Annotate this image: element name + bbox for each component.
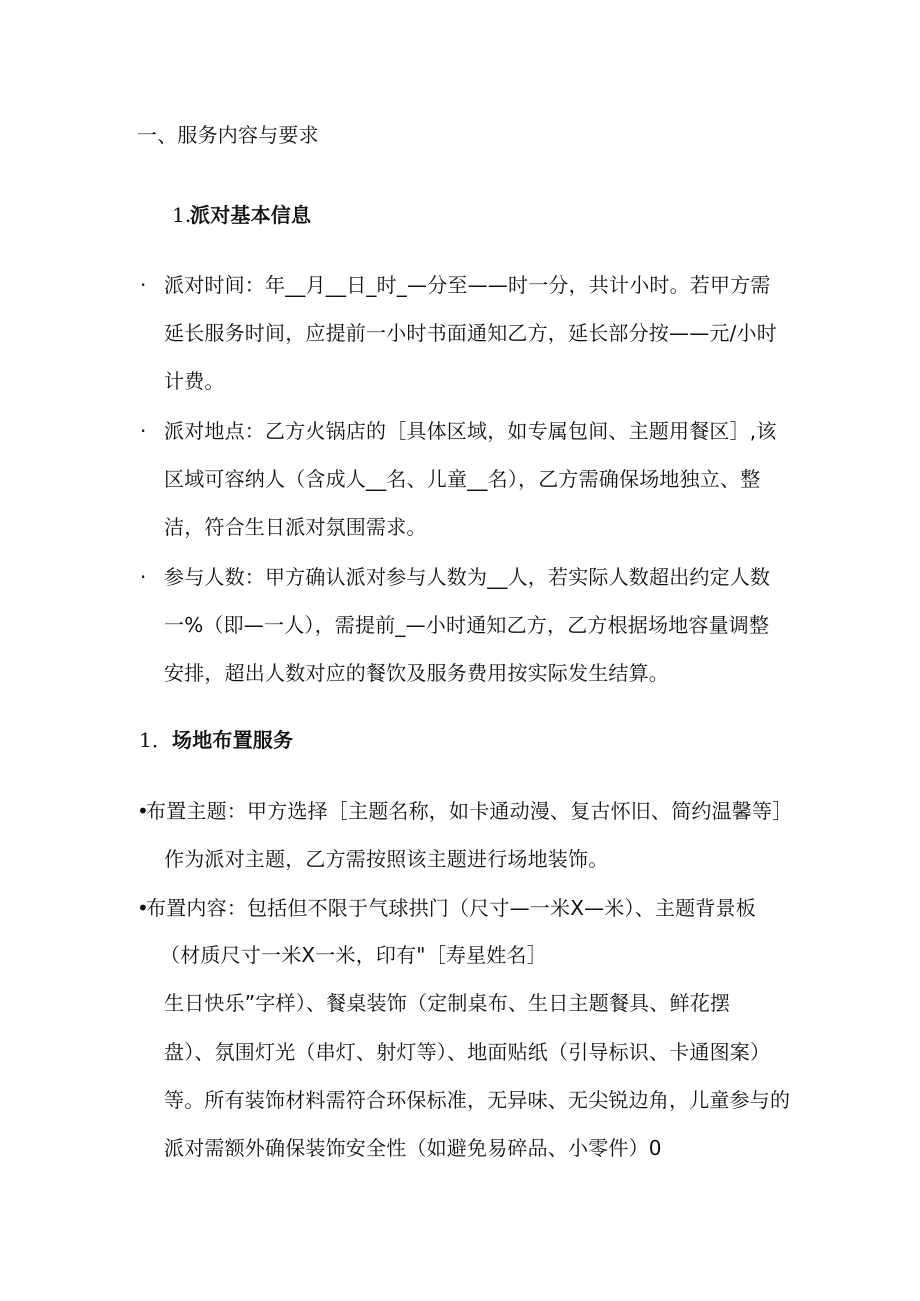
paragraph-line: 延长服务时间，应提前一小时书面通知乙方，延长部分按——元/小时 [164, 321, 777, 345]
bullet-mark: · [140, 565, 147, 589]
subsection-number: 1. [172, 203, 192, 227]
paragraph-line: 派对时间：年__月__日_时_—分至——时一分，共计小时。若甲方需 [164, 273, 771, 297]
subsection-number: 1． [139, 728, 173, 752]
paragraph-line: 生日快乐”字样）、餐桌装饰（定制桌布、生日主题餐具、鲜花摆 [164, 991, 731, 1015]
paragraph-line: 作为派对主题，乙方需按照该主题进行场地装饰。 [164, 847, 609, 871]
paragraph-line: 派对需额外确保装饰安全性（如避免易碎品、小零件）0 [164, 1136, 662, 1160]
paragraph-line: 等。所有装饰材料需符合环保标准，无异味、无尖锐边角，儿童参与的 [164, 1088, 791, 1112]
section-heading: 一、服务内容与要求 [137, 123, 319, 147]
paragraph-line: 盘）、氛围灯光（串灯、射灯等）、地面贴纸（引导标识、卡通图案） [164, 1040, 771, 1064]
bullet-mark: • [137, 799, 149, 823]
paragraph-line: 计费。 [164, 369, 225, 393]
paragraph-line: 一%（即—一人），需提前_—小时通知乙方，乙方根据场地容量调整 [164, 613, 770, 637]
paragraph-line: 布置内容：包括但不限于气球拱门（尺寸—一米X—米）、主题背景板 [146, 896, 756, 920]
paragraph-line: 区域可容纳人（含成人__名、儿童__名），乙方需确保场地独立、整 [164, 467, 761, 491]
paragraph-line: 布置主题：甲方选择［主题名称，如卡通动漫、复古怀旧、简约温馨等］ [146, 799, 793, 823]
paragraph-line: 参与人数：甲方确认派对参与人数为__人，若实际人数超出约定人数 [164, 565, 771, 589]
bullet-mark: • [137, 896, 149, 920]
paragraph-line: 派对地点：乙方火锅店的［具体区域，如专属包间、主题用餐区］,该 [164, 419, 777, 443]
bullet-mark: · [140, 419, 147, 443]
paragraph-line: 安排，超出人数对应的餐饮及服务费用按实际发生结算。 [164, 661, 669, 685]
subsection-title: 派对基本信息 [190, 203, 312, 227]
paragraph-line: （材质尺寸一米X一米，印有"［寿星姓名］ [160, 943, 547, 967]
paragraph-line: 洁，符合生日派对氛围需求。 [164, 515, 427, 539]
bullet-mark: · [140, 273, 147, 297]
subsection-title: 场地布置服务 [172, 728, 294, 752]
